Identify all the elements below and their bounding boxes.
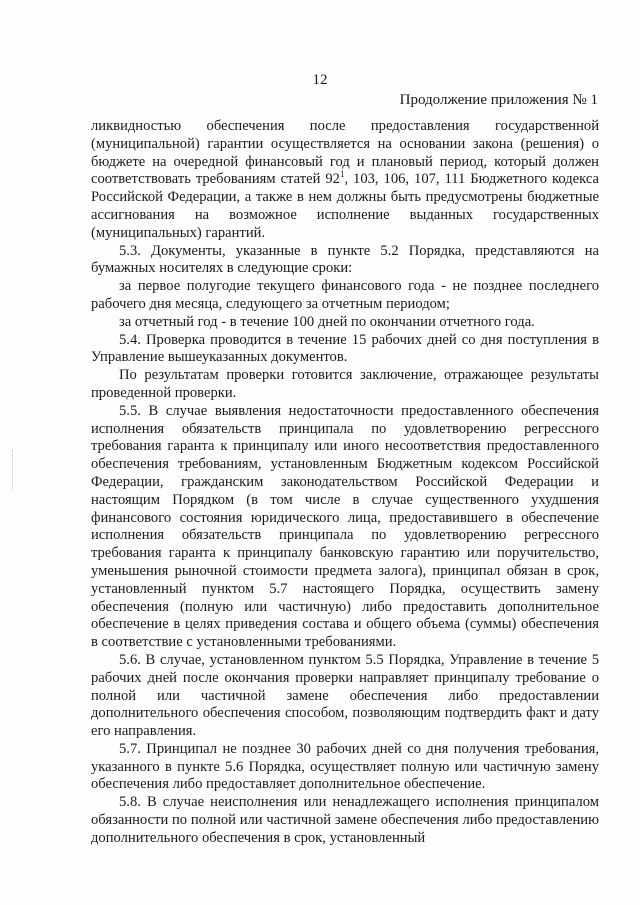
paragraph-half-year-deadline: за первое полугодие текущего финансового года - не позднее последнего рабочего дня месяца, следующего за отчетным периодом;	[91, 278, 599, 312]
paragraph-5-4: 5.4. Проверка проводится в течение 15 рабочих дней со дня поступления в Управление вышеуказанных документов.	[91, 331, 599, 366]
paragraph-5-6: 5.6. В случае, установленном пунктом 5.5 Порядка, Управление в течение 5 рабочих дней после окончания проверки направляет принципалу требование о полной или частичной замене обеспечения либо предоставлении дополнительного обеспечения способом, позволяющим подтвердить факт и дату его направления.	[91, 651, 599, 740]
paragraph-5-8: 5.8. В случае неисполнения или ненадлежащего исполнения принципалом обязанности по полной или частичной замене обеспечения либо предоставлению дополнительного обеспечения в срок, установленный	[91, 794, 599, 846]
document-body	[91, 118, 599, 848]
scan-margin-artifact	[12, 450, 15, 490]
paragraph-5-5: 5.5. В случае выявления недостаточности предоставленного обеспечения исполнения обязательств принципала по удовлетворению регрессного требования гаранта к принципалу или иного несоответствия предоставленного обеспечения требованиям, установленным Бюджетным кодексом Российской Федерации, гражданским законодательством Российской Федерации и настоящим Порядком (в том числе в случае существенного ухудшения финансового состояния юридического лица, предоставившего в обеспечение исполнения обязательств принципала по удовлетворению регрессного требования гаранта к принципалу банковскую гарантию или поручительство, уменьшения рыночной стоимости предмета залога), принципал обязан в срок, установленный пунктом 5.7 настоящего Порядка, осуществить замену обеспечения (полную или частичную) либо предоставить дополнительное обеспечение в целях приведения состава и общего объема (суммы) обеспечения в соответствие с установленными требованиями.	[91, 402, 599, 651]
paragraph-check-results: По результатам проверки готовится заключение, отражающее результаты проведенной проверки.	[91, 367, 599, 401]
appendix-continuation-label: Продолжение приложения № 1	[399, 92, 598, 108]
superscript: 1	[339, 169, 345, 180]
paragraph-guarantee-liquidity: ликвидностью обеспечения после предоставления государственной (муниципальной) гарантии осуществляется на основании закона (решения) о бюджете на очередной финансовый год и плановый период, который должен соответствовать требованиям статей $92^1$, 103, 106, 107, 111 Бюджетного кодекса Российской Федерации, а также в нем должны быть предусмотрены бюджетные ассигнования на возможное исполнение выданных государственных (муниципальных) гарантий.	[91, 118, 599, 241]
paragraph-5-3: 5.3. Документы, указанные в пункте 5.2 Порядка, представляются на бумажных носителях в следующие сроки:	[91, 242, 599, 277]
paragraph-year-deadline: за отчетный год - в течение 100 дней по окончании отчетного года.	[119, 313, 535, 330]
page-number: 12	[312, 72, 328, 88]
paragraph-5-7: 5.7. Принципал не позднее 30 рабочих дней со дня получения требования, указанного в пункте 5.6 Порядка, осуществляет полную или частичную замену обеспечения либо предоставляет дополнительное обеспечение.	[91, 740, 599, 793]
